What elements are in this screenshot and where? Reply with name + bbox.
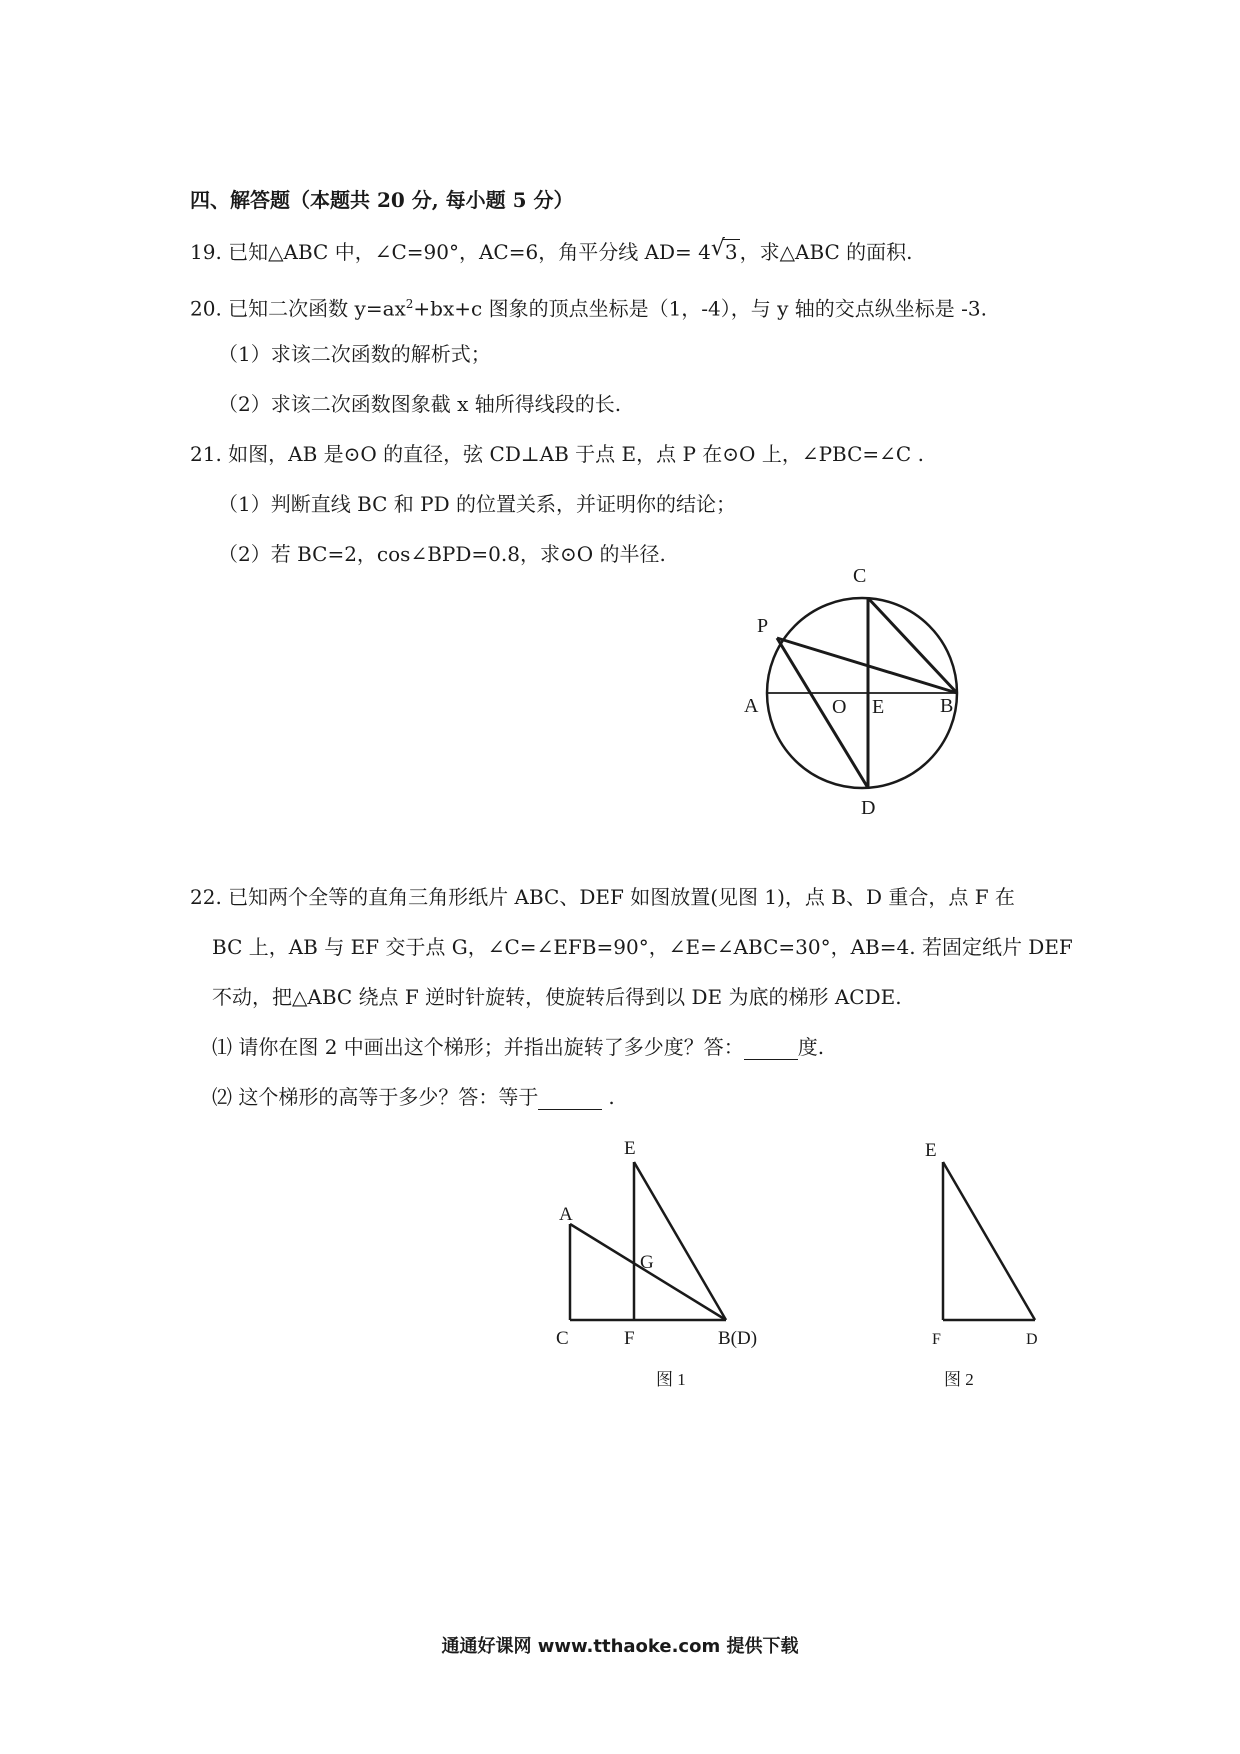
question-22: 22. 已知两个全等的直角三角形纸片 ABC、DEF 如图放置(见图 1)，点 B、D 重合，点 F 在 [190, 885, 1015, 909]
label-c: C [853, 565, 867, 587]
q20-superscript: 2 [405, 297, 414, 311]
label-o: O [832, 696, 847, 718]
question-19 [190, 236, 913, 264]
fig1-label-b-d: B(D) [718, 1328, 758, 1349]
q21-part1: （1）判断直线 BC 和 PD 的位置关系，并证明你的结论； [218, 492, 737, 516]
fig2-label-e: E [925, 1140, 937, 1161]
label-a: A [744, 695, 759, 717]
question-20 [190, 292, 987, 321]
q22-line2: BC 上，AB 与 EF 交于点 G，∠C=∠EFB=90°，∠E=∠ABC=30°，AB=4. 若固定纸片 DEF [212, 935, 1073, 959]
footer-source: 通通好课网 www.tthaoke.com 提供下载 [441, 1636, 799, 1657]
fig1-label-c: C [556, 1328, 569, 1349]
q22-part1 [212, 1035, 824, 1060]
q22-part1-unit: 度. [797, 1035, 825, 1059]
sqrt-symbol: √ 3 [710, 236, 738, 264]
segment-ed [634, 1162, 726, 1320]
label-e: E [872, 696, 885, 718]
figure-1 [540, 1130, 800, 1390]
segment-ed [943, 1162, 1035, 1320]
q22-part1-text: ⑴ 请你在图 2 中画出这个梯形；并指出旋转了多少度？答： [212, 1035, 744, 1059]
fig1-label-a: A [559, 1204, 573, 1225]
q20-part1: （1）求该二次函数的解析式； [218, 342, 491, 366]
answer-blank-degrees [744, 1035, 798, 1060]
fig1-label-g: G [640, 1252, 654, 1273]
fig1-label-f: F [624, 1328, 635, 1349]
question-21: 21. 如图，AB 是⊙O 的直径，弦 CD⊥AB 于点 E，点 P 在⊙O 上，∠PBC=∠C . [190, 442, 924, 466]
q20-line1-before: 20. 已知二次函数 y=ax [190, 296, 406, 321]
answer-blank-height [538, 1085, 602, 1110]
q21-part2: （2）若 BC=2，cos∠BPD=0.8，求⊙O 的半径. [218, 542, 666, 566]
label-b: B [940, 695, 954, 717]
q20-line1-after: +bx+c 图象的顶点坐标是（1，-4），与 y 轴的交点纵坐标是 -3. [413, 296, 987, 321]
q19-text-before: 19. 已知△ABC 中，∠C=90°，AC=6，角平分线 AD= 4 [190, 240, 711, 264]
q22-part2-end: . [608, 1085, 615, 1109]
circle-figure [700, 560, 980, 820]
label-p: P [757, 615, 769, 637]
label-d: D [861, 797, 876, 819]
fig2-label-f: F [932, 1331, 941, 1348]
fig2-caption: 图 2 [944, 1370, 974, 1389]
fig1-caption: 图 1 [656, 1370, 686, 1389]
q22-part2 [212, 1085, 615, 1110]
q22-line3: 不动，把△ABC 绕点 F 逆时针旋转，使旋转后得到以 DE 为底的梯形 ACDE. [212, 985, 902, 1009]
section-header: 四、解答题（本题共 20 分, 每小题 5 分） [190, 188, 574, 212]
q20-part2: （2）求该二次函数图象截 x 轴所得线段的长. [218, 392, 622, 416]
q19-text-after: ，求△ABC 的面积. [739, 240, 913, 264]
fig2-label-d: D [1026, 1331, 1038, 1348]
q19-sqrt-arg: 3 [724, 240, 738, 264]
figure-2 [910, 1130, 1060, 1390]
fig1-label-e: E [624, 1138, 636, 1159]
q22-part2-text: ⑵ 这个梯形的高等于多少？答：等于 [212, 1085, 539, 1109]
